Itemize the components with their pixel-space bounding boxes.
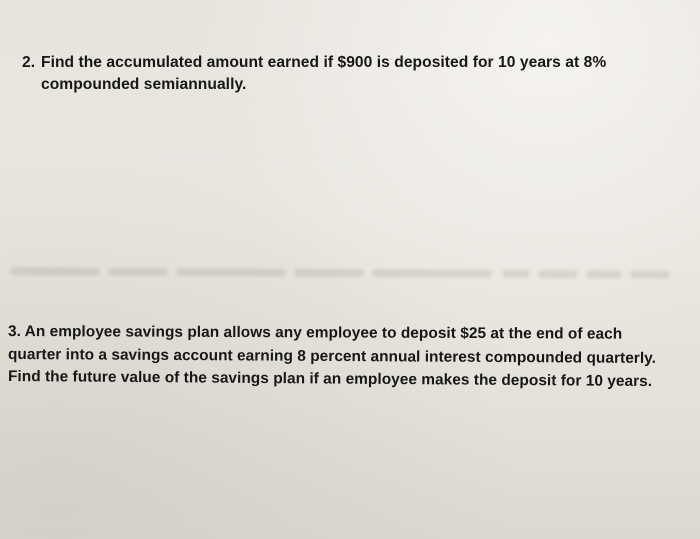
- question-2-number: 2.: [22, 54, 36, 71]
- question-3: [8, 321, 688, 389]
- question-2: [22, 52, 622, 96]
- question-2-line-1: [22, 52, 622, 74]
- question-3-text-1: An employee savings plan allows any employee to deposit $25 at the end of each: [24, 323, 623, 343]
- question-3-line-2: quarter into a savings account earning 8 percent annual interest compounded quarterly.: [7, 345, 657, 367]
- bleed-through-text: [10, 260, 680, 286]
- question-3-line-3: Find the future value of the savings plan if an employee makes the deposit for 10 years.: [7, 368, 653, 391]
- question-3-line-1: [8, 321, 688, 346]
- question-2-line-2: compounded semiannually.: [41, 76, 247, 93]
- question-3-number: 3.: [7, 323, 21, 341]
- question-2-text-1: Find the accumulated amount earned if $900 is deposited for 10 years at 8%: [41, 54, 607, 71]
